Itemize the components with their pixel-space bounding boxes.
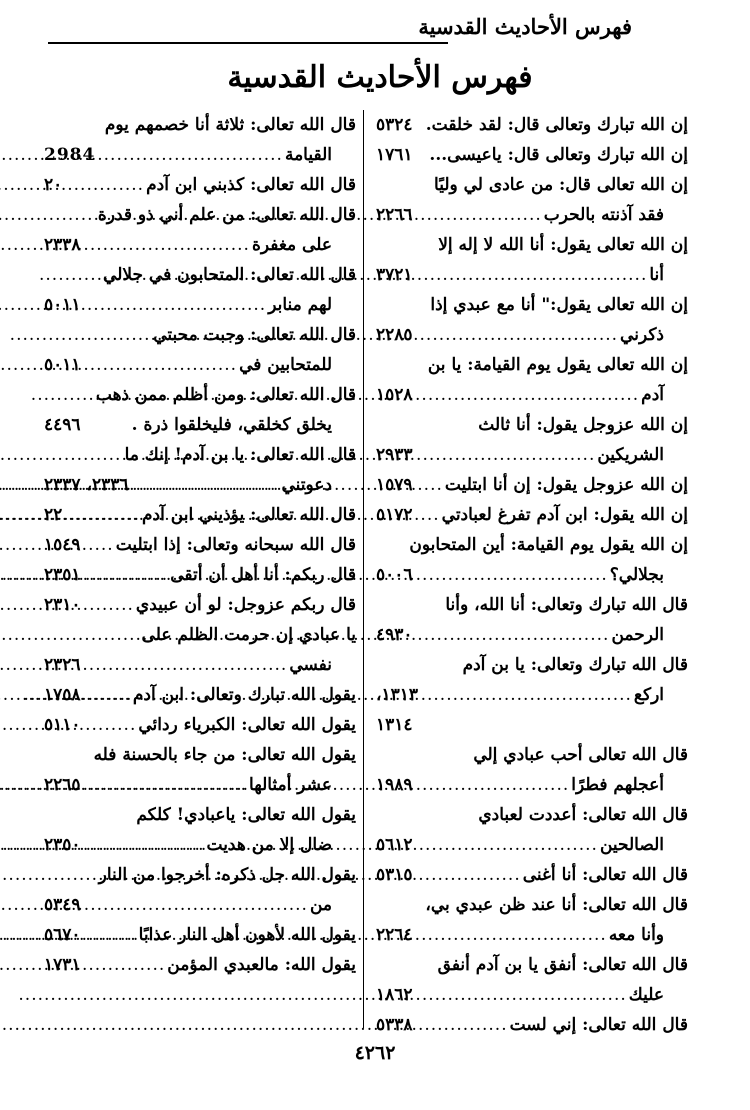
- hadith-number: ٢٢٦٦: [376, 205, 413, 225]
- entry-text: قال الله تعالى: ومن أظلم ممن ذهب: [95, 385, 356, 405]
- entry-text: قال ربكم عزوجل: لو أن عبيدي: [135, 595, 356, 615]
- leader-dots: [81, 230, 252, 260]
- entry-text: قال الله تعالى: من علم أني ذو قدرة: [97, 205, 356, 225]
- hadith-number: 2984: [44, 145, 96, 165]
- hadith-number: ٥٣٤٩: [44, 895, 81, 915]
- hadith-number: ١٧٦١: [376, 145, 413, 165]
- index-entry-line: [376, 470, 688, 500]
- entry-text: قال الله تعالى أحب عبادي إلي: [473, 745, 688, 765]
- leader-dots: [413, 980, 629, 1010]
- index-entry-line: [376, 680, 688, 710]
- entry-text: إن الله يقول يوم القيامة: أين المتحابون: [409, 535, 688, 555]
- hadith-number: ٢٣١٠: [44, 595, 81, 615]
- hadith-number: ٥٦٧٠: [44, 925, 81, 945]
- entry-text: يقول الله تعالى: ياعبادي! كلكم: [136, 805, 356, 825]
- index-entry-line: [376, 740, 688, 770]
- hadith-number: ٢٢: [44, 505, 63, 525]
- index-entry-line: [44, 140, 356, 170]
- leader-dots: [81, 290, 269, 320]
- entry-text: قال الله تعالى: وجبت محبتي: [153, 325, 356, 345]
- index-entry-line: [376, 110, 688, 140]
- index-entry-line: [44, 890, 356, 920]
- index-entry-line: [44, 440, 356, 470]
- index-entry-line: [376, 590, 688, 620]
- entry-text: إن الله عزوجل يقول: أنا ثالث: [478, 415, 688, 435]
- hadith-number: ٣٧٢١: [376, 265, 413, 285]
- index-entry-line: [44, 620, 356, 650]
- entry-text: قال الله تبارك وتعالى: أنا الله، وأنا: [445, 595, 688, 615]
- hadith-number: ١٣١٣،: [376, 685, 419, 705]
- entry-text: قال الله تعالى: يؤذيني ابن آدم: [142, 505, 356, 525]
- index-entry-line: [376, 440, 688, 470]
- header-rule: [48, 42, 448, 44]
- leader-dots: [413, 620, 612, 650]
- leader-dots: [81, 650, 290, 680]
- hadith-number: ٤٤٩٦: [44, 415, 81, 435]
- entry-text: الشريكين: [597, 445, 664, 465]
- index-entry-line: [376, 260, 688, 290]
- index-entry-line: [376, 650, 688, 680]
- hadith-number: ٢٢٦٤: [376, 925, 413, 945]
- entry-text: يخلق كخلقي، فليخلقوا ذرة .: [131, 415, 332, 435]
- entry-text: يقول الله جل ذكره: أخرجوا من النار: [98, 865, 356, 885]
- leader-dots: [413, 440, 598, 470]
- entry-text: يقول الله تبارك وتعالى: ابن آدم: [132, 685, 356, 705]
- entry-text: على مغفرة: [251, 235, 332, 255]
- hadith-number: ١٥٢٨: [376, 385, 413, 405]
- leader-dots: [413, 770, 572, 800]
- entry-text: آدم: [641, 385, 664, 405]
- leader-dots: [81, 830, 207, 860]
- entry-text: الصالحين: [599, 835, 664, 855]
- index-entry-line: [44, 200, 356, 230]
- running-header: فهرس الأحاديث القدسية: [418, 14, 632, 39]
- entry-text: بجلالي؟: [609, 565, 664, 585]
- leader-dots: [413, 860, 523, 890]
- entry-text: قال الله تعالى: أنفق يا بن آدم أنفق: [437, 955, 688, 975]
- index-entry-line: [44, 710, 356, 740]
- index-entry-line: [44, 410, 356, 440]
- entry-text: قال الله تعالى: يا بن آدم! إنك ما: [124, 445, 356, 465]
- hadith-number: ٥٣١٥: [376, 865, 413, 885]
- entry-text: يقول الله تعالى: الكبرياء ردائي: [138, 715, 356, 735]
- hadith-number: ٥٣٢٤: [376, 115, 413, 135]
- index-entry-line: [44, 740, 356, 770]
- entry-text: قال الله تعالى: إني لست: [509, 1015, 688, 1035]
- index-entry-line: [376, 500, 688, 530]
- entry-text: أعجلهم فطرًا: [571, 775, 664, 795]
- index-entry-line: [376, 530, 688, 560]
- index-entry-line: [376, 320, 688, 350]
- leader-dots: [81, 530, 116, 560]
- index-entry-line: [376, 800, 688, 830]
- entry-text: الرحمن: [611, 625, 664, 645]
- index-entry-line: [376, 170, 688, 200]
- entry-text: دعوتني: [281, 475, 332, 495]
- entry-text: قال الله سبحانه وتعالى: إذا ابتليت: [115, 535, 356, 555]
- index-entry-line: [376, 410, 688, 440]
- entry-text: وأنا معه: [608, 925, 664, 945]
- index-entry-line: [44, 290, 356, 320]
- entry-text: قال الله تعالى: المتحابون في جلالي: [103, 265, 356, 285]
- leader-dots: [413, 920, 609, 950]
- entry-text: قال الله تعالى: ثلاثة أنا خصمهم يوم: [104, 115, 356, 135]
- entry-text: قال الله تبارك وتعالى: يا بن آدم: [462, 655, 688, 675]
- index-entry-line: [376, 860, 688, 890]
- index-entry-line: [376, 890, 688, 920]
- index-entry-line: [44, 170, 356, 200]
- right-column: [376, 110, 688, 1040]
- entry-text: يقول الله: مالعبدي المؤمن: [167, 955, 356, 975]
- leader-dots: [62, 170, 146, 200]
- entry-text: يقول الله تعالى: من جاء بالحسنة فله: [93, 745, 356, 765]
- hadith-number: ٢٩٣٣: [376, 445, 413, 465]
- entry-text: قال الله تعالى: كذبني ابن آدم: [146, 175, 356, 195]
- leader-dots: [418, 680, 634, 710]
- entry-text: أنا: [649, 265, 664, 285]
- entry-text: يا عبادي إن حرمت الظلم على: [141, 625, 356, 645]
- index-entry-line: [44, 530, 356, 560]
- index-entry-line: [376, 710, 688, 740]
- index-entry-line: [44, 680, 356, 710]
- index-entry-line: [44, 320, 356, 350]
- index-entry-line: [44, 590, 356, 620]
- leader-dots: [81, 350, 240, 380]
- index-entry-line: [44, 500, 356, 530]
- entry-text: لهم منابر: [268, 295, 332, 315]
- index-entry-line: [376, 290, 688, 320]
- leader-dots: [81, 920, 139, 950]
- leader-dots: [95, 140, 285, 170]
- section-title: فهرس الأحاديث القدسية: [227, 60, 533, 95]
- index-entry-line: [376, 140, 688, 170]
- hadith-number: ٥٠٠٦: [376, 565, 413, 585]
- hadith-number: ٢٣٥٠: [44, 835, 81, 855]
- index-entry-line: [376, 350, 688, 380]
- index-entry-line: [44, 560, 356, 590]
- entry-text: فقد آذنته بالحرب: [543, 205, 664, 225]
- index-entry-line: [376, 380, 688, 410]
- leader-dots: [81, 710, 139, 740]
- index-entry-line: [376, 1010, 688, 1040]
- index-entry-line: [376, 230, 688, 260]
- entry-text: قال الله تعالى: أعددت لعبادي: [478, 805, 688, 825]
- index-entry-line: [376, 770, 688, 800]
- leader-dots: [413, 320, 621, 350]
- entry-text: ذكرني: [620, 325, 664, 345]
- hadith-number: ٥٣٣٨: [376, 1015, 413, 1035]
- entry-text: إن الله تبارك وتعالى قال: لقد خلقت.: [425, 115, 688, 135]
- hadith-number: ١٧٥٨: [44, 685, 81, 705]
- index-entry-line: [376, 980, 688, 1010]
- hadith-number: ٢٣٥١: [44, 565, 81, 585]
- leader-dots: [81, 770, 250, 800]
- hadith-number: ١٧٣١: [44, 955, 81, 975]
- index-entry-line: [44, 800, 356, 830]
- entry-text: قال الله تعالى: أنا عند ظن عبدي بي،: [425, 895, 688, 915]
- entry-text: إن الله تعالى يقول: أنا الله لا إله إلا: [438, 235, 688, 255]
- index-entry-line: [44, 470, 356, 500]
- index-entry-line: [44, 920, 356, 950]
- entry-text: إن الله يقول: ابن آدم تفرغ لعبادتي: [441, 505, 688, 525]
- entry-text: ضال إلا من هديت: [206, 835, 332, 855]
- page-number: ٤٢٦٢: [354, 1042, 396, 1064]
- index-entry-line: [376, 830, 688, 860]
- hadith-number: ٢٣٢٦: [44, 655, 81, 675]
- index-entry-line: [44, 950, 356, 980]
- index-entry-line: [376, 560, 688, 590]
- hadith-number: ٥١٧٢: [376, 505, 413, 525]
- hadith-number: ٢٢٦٥: [44, 775, 81, 795]
- leader-dots: [413, 830, 600, 860]
- leader-dots: [413, 260, 650, 290]
- hadith-number: ٥١١٠: [44, 715, 81, 735]
- index-entry-line: [376, 920, 688, 950]
- entry-text: إن الله تعالى يقول:" أنا مع عبدي إذا: [430, 295, 688, 315]
- hadith-number: ٢٢٨٥: [376, 325, 413, 345]
- index-entry-line: [44, 230, 356, 260]
- hadith-number: ١٩٨٩: [376, 775, 413, 795]
- leader-dots: [413, 500, 442, 530]
- entry-text: قال الله تعالى: أنا أغنى: [522, 865, 688, 885]
- hadith-number: ٥٠١١: [44, 295, 81, 315]
- entry-text: يقول الله لأهون أهل النار عذابًا: [138, 925, 356, 945]
- hadith-number: ٥٠١١: [44, 355, 81, 375]
- entry-text: عليك: [628, 985, 664, 1005]
- index-entry-line: [44, 350, 356, 380]
- hadith-number: ٤٩٣٠: [376, 625, 413, 645]
- entry-text: نفسي: [289, 655, 332, 675]
- entry-text: إن الله تعالى يقول يوم القيامة: يا بن: [427, 355, 688, 375]
- leader-dots: [81, 890, 310, 920]
- index-entry-line: [44, 380, 356, 410]
- left-column: [44, 110, 356, 980]
- hadith-number: ٢٣٣٨: [44, 235, 81, 255]
- index-entry-line: [44, 860, 356, 890]
- entry-text: من: [309, 895, 332, 915]
- entry-text: اركع: [633, 685, 664, 705]
- hadith-number: ١٨٦٢: [376, 985, 413, 1005]
- leader-dots: [413, 1010, 510, 1040]
- entry-text: إن الله تبارك وتعالى قال: ياعيسى...: [429, 145, 688, 165]
- hadith-number: ١٣١٤: [376, 715, 413, 735]
- hadith-number: ١٥٤٩: [44, 535, 81, 555]
- leader-dots: [81, 560, 171, 590]
- index-entry-line: [44, 830, 356, 860]
- entry-text: قال ربكم: أنا أهل أن أتقى: [170, 565, 356, 585]
- leader-dots: [81, 590, 136, 620]
- leader-dots: [413, 200, 544, 230]
- hadith-number: ١٥٧٩: [376, 475, 413, 495]
- leader-dots: [413, 380, 642, 410]
- index-entry-line: [376, 950, 688, 980]
- index-entry-line: [44, 110, 356, 140]
- entry-text: القيامة: [284, 145, 332, 165]
- entry-text: إن الله عزوجل يقول: إن أنا ابتليت: [444, 475, 688, 495]
- entry-text: إن الله تعالى قال: من عادى لي وليًا: [434, 175, 688, 195]
- leader-dots: [62, 500, 142, 530]
- entry-text: عشر أمثالها: [249, 775, 332, 795]
- index-entry-line: [44, 260, 356, 290]
- hadith-number: ٢٠: [44, 175, 63, 195]
- leader-dots: [413, 560, 610, 590]
- hadith-number: ٢٣٣٦، ٢٣٣٧: [44, 475, 129, 495]
- leader-dots: [81, 680, 133, 710]
- index-entry-line: [376, 620, 688, 650]
- hadith-number: ٥٦١٢: [376, 835, 413, 855]
- entry-text: للمتحابين في: [239, 355, 332, 375]
- index-entry-line: [44, 770, 356, 800]
- index-entry-line: [376, 200, 688, 230]
- index-entry-line: [44, 650, 356, 680]
- leader-dots: [81, 950, 168, 980]
- leader-dots: [128, 470, 281, 500]
- leader-dots: [413, 470, 445, 500]
